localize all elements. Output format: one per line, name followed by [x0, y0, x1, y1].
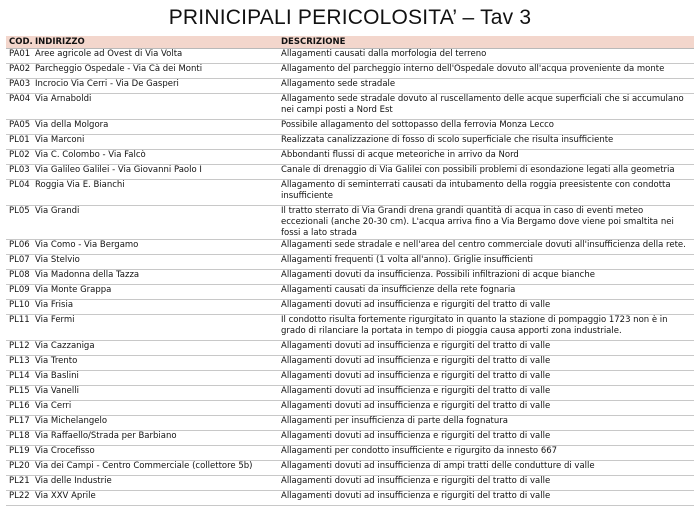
- row-address: Via Vanelli: [35, 386, 79, 396]
- row-address: Via XXV Aprile: [35, 491, 96, 501]
- row-code: PL14: [9, 371, 30, 381]
- table-body: [6, 49, 694, 506]
- table-row: [6, 180, 694, 206]
- table-row: [6, 206, 694, 240]
- row-description: Allagamenti dovuti ad insufficienza e rigurgiti del tratto di valle: [278, 386, 694, 401]
- row-address: Via delle Industrie: [35, 476, 112, 486]
- row-code: PL10: [9, 300, 30, 310]
- row-code: PL06: [9, 240, 30, 250]
- row-code: PL21: [9, 476, 30, 486]
- row-description: Allagamenti causati da insufficienze della rete fognaria: [278, 285, 694, 300]
- row-code: PA05: [9, 120, 31, 130]
- row-code-address-cell: [6, 150, 278, 165]
- row-code: PA02: [9, 64, 31, 74]
- table-row: [6, 491, 694, 506]
- table-row: [6, 371, 694, 386]
- row-code: PL20: [9, 461, 30, 471]
- header-code-address: [6, 36, 278, 49]
- row-address: Via Trento: [35, 356, 78, 366]
- row-address: Via Madonna della Tazza: [35, 270, 140, 280]
- row-address: Via Stelvio: [35, 255, 80, 265]
- row-description: Allagamenti dovuti da insufficienza. Possibili infiltrazioni di acque bianche: [278, 270, 694, 285]
- row-code-address-cell: [6, 94, 278, 120]
- row-code: PL13: [9, 356, 30, 366]
- table-row: [6, 64, 694, 79]
- row-code-address-cell: [6, 461, 278, 476]
- row-code: PL12: [9, 341, 30, 351]
- row-code-address-cell: [6, 285, 278, 300]
- row-code: PL02: [9, 150, 30, 160]
- table-row: [6, 49, 694, 64]
- row-description: Possibile allagamento del sottopasso della ferrovia Monza Lecco: [278, 120, 694, 135]
- row-code-address-cell: [6, 206, 278, 240]
- row-address: Via Galileo Galilei - Via Giovanni Paolo I: [35, 165, 202, 175]
- row-description: Allagamenti dovuti ad insufficienza e rigurgiti del tratto di valle: [278, 401, 694, 416]
- row-code-address-cell: [6, 165, 278, 180]
- row-description: Allagamenti dovuti ad insufficienza e rigurgiti del tratto di valle: [278, 356, 694, 371]
- row-address: Incrocio Via Cerri - Via De Gasperi: [35, 79, 179, 89]
- row-description: Il tratto sterrato di Via Grandi drena grandi quantità di acqua in caso di eventi meteo eccezionali (anche 20-30 cm). L'acqua arriva fino a Via Bergamo dove viene poi smaltita nei fossi a lato strada: [278, 206, 694, 240]
- row-code: PL18: [9, 431, 30, 441]
- row-description: Il condotto risulta fortemente rigurgitato in quanto la stazione di pompaggio 1723 non è in grado di rilanciare la portata in tempo di pioggia causa apporti zona industriale.: [278, 315, 694, 341]
- row-code: PL19: [9, 446, 30, 456]
- row-description: Canale di drenaggio di Via Galilei con possibili problemi di esondazione legati alla geometria: [278, 165, 694, 180]
- row-code-address-cell: [6, 180, 278, 206]
- row-description: Allagamenti dovuti ad insufficienza e rigurgiti del tratto di valle: [278, 431, 694, 446]
- row-address: Aree agricole ad Ovest di Via Volta: [35, 49, 183, 59]
- table-row: [6, 255, 694, 270]
- row-code: PL01: [9, 135, 30, 145]
- row-description: Allagamento sede stradale: [278, 79, 694, 94]
- row-code: PA01: [9, 49, 31, 59]
- row-address: Via Arnaboldi: [35, 94, 92, 104]
- table-row: [6, 94, 694, 120]
- table-row: [6, 341, 694, 356]
- row-code-address-cell: [6, 240, 278, 255]
- row-code: PL08: [9, 270, 30, 280]
- row-description: Allagamenti dovuti ad insufficienza e rigurgiti del tratto di valle: [278, 371, 694, 386]
- row-description: Allagamenti frequenti (1 volta all'anno). Griglie insufficienti: [278, 255, 694, 270]
- table-header-row: [6, 36, 694, 49]
- row-code: PL09: [9, 285, 30, 295]
- table-row: [6, 356, 694, 371]
- row-code: PL11: [9, 315, 30, 325]
- table-row: [6, 315, 694, 341]
- row-description: Allagamento del parcheggio interno dell'Ospedale dovuto all'acqua proveniente da monte: [278, 64, 694, 79]
- row-address: Via Como - Via Bergamo: [35, 240, 139, 250]
- row-address: Via Michelangelo: [35, 416, 108, 426]
- row-code-address-cell: [6, 270, 278, 285]
- row-description: Allagamento di seminterrati causati da intubamento della roggia preesistente con condotta insufficiente: [278, 180, 694, 206]
- row-code-address-cell: [6, 476, 278, 491]
- row-description: Allagamenti dovuti ad insufficienza e rigurgiti del tratto di valle: [278, 300, 694, 315]
- row-address: Via Monte Grappa: [35, 285, 112, 295]
- row-code: PL17: [9, 416, 30, 426]
- hazards-table: [6, 36, 694, 506]
- table-row: [6, 270, 694, 285]
- row-address: Via della Molgora: [35, 120, 109, 130]
- row-address: Via Cazzaniga: [35, 341, 95, 351]
- row-description: Allagamenti sede stradale e nell'area del centro commerciale dovuti all'insufficienza della rete.: [278, 240, 694, 255]
- row-address: Via Marconi: [35, 135, 85, 145]
- row-code-address-cell: [6, 401, 278, 416]
- row-description: Allagamenti causati dalla morfologia del terreno: [278, 49, 694, 64]
- table-row: [6, 150, 694, 165]
- row-description: Realizzata canalizzazione di fosso di scolo superficiale che risulta insufficiente: [278, 135, 694, 150]
- row-code-address-cell: [6, 416, 278, 431]
- table-row: [6, 476, 694, 491]
- row-address: Via Cerri: [35, 401, 72, 411]
- header-description: DESCRIZIONE: [278, 36, 694, 49]
- table-row: [6, 401, 694, 416]
- row-description: Allagamenti dovuti ad insufficienza di ampi tratti delle condutture di valle: [278, 461, 694, 476]
- table-row: [6, 300, 694, 315]
- row-description: Allagamenti dovuti ad insufficienza e rigurgiti del tratto di valle: [278, 341, 694, 356]
- row-address: Parcheggio Ospedale - Via Cà dei Monti: [35, 64, 203, 74]
- table-row: [6, 386, 694, 401]
- table-row: [6, 461, 694, 476]
- row-code: PL03: [9, 165, 30, 175]
- row-code-address-cell: [6, 64, 278, 79]
- row-code: PL16: [9, 401, 30, 411]
- row-description: Allagamenti per insufficienza di parte della fognatura: [278, 416, 694, 431]
- table-row: [6, 79, 694, 94]
- table-row: [6, 285, 694, 300]
- row-code-address-cell: [6, 356, 278, 371]
- row-code: PL15: [9, 386, 30, 396]
- row-description: Allagamento sede stradale dovuto al ruscellamento delle acque superficiali che si accumulano nei campi posti a Nord Est: [278, 94, 694, 120]
- page-title: PRINICIPALI PERICOLOSITA’ – Tav 3: [168, 6, 532, 29]
- table-row: [6, 165, 694, 180]
- row-address: Via C. Colombo - Via Falcò: [35, 150, 146, 160]
- row-code: PA03: [9, 79, 31, 89]
- header-address: INDIRIZZO: [35, 37, 85, 47]
- row-code-address-cell: [6, 491, 278, 506]
- row-address: Via Raffaello/Strada per Barbiano: [35, 431, 177, 441]
- table-row: [6, 446, 694, 461]
- table-row: [6, 431, 694, 446]
- row-code: PL05: [9, 206, 30, 216]
- row-description: Allagamenti dovuti ad insufficienza e rigurgiti del tratto di valle: [278, 476, 694, 491]
- row-description: Allagamenti per condotto insufficiente e rigurgito da innesto 667: [278, 446, 694, 461]
- row-description: Allagamenti dovuti ad insufficienza e rigurgiti del tratto di valle: [278, 491, 694, 506]
- row-code-address-cell: [6, 49, 278, 64]
- row-code-address-cell: [6, 371, 278, 386]
- row-code: PL22: [9, 491, 30, 501]
- row-code-address-cell: [6, 79, 278, 94]
- row-address: Via Frisia: [35, 300, 74, 310]
- table-row: [6, 120, 694, 135]
- row-address: Via Fermi: [35, 315, 75, 325]
- row-code-address-cell: [6, 341, 278, 356]
- row-code: PL04: [9, 180, 30, 190]
- row-address: Via Crocefisso: [35, 446, 95, 456]
- row-address: Via dei Campi - Centro Commerciale (collettore 5b): [35, 461, 253, 471]
- row-code-address-cell: [6, 446, 278, 461]
- table-row: [6, 416, 694, 431]
- row-code: PL07: [9, 255, 30, 265]
- row-code: PA04: [9, 94, 31, 104]
- row-code-address-cell: [6, 120, 278, 135]
- row-code-address-cell: [6, 431, 278, 446]
- header-code: COD.: [9, 37, 33, 47]
- row-address: Via Grandi: [35, 206, 80, 216]
- row-code-address-cell: [6, 300, 278, 315]
- row-code-address-cell: [6, 315, 278, 341]
- row-address: Roggia Via E. Bianchi: [35, 180, 125, 190]
- row-code-address-cell: [6, 135, 278, 150]
- row-code-address-cell: [6, 386, 278, 401]
- row-description: Abbondanti flussi di acque meteoriche in arrivo da Nord: [278, 150, 694, 165]
- table-row: [6, 135, 694, 150]
- table-row: [6, 240, 694, 255]
- row-code-address-cell: [6, 255, 278, 270]
- row-address: Via Baslini: [35, 371, 79, 381]
